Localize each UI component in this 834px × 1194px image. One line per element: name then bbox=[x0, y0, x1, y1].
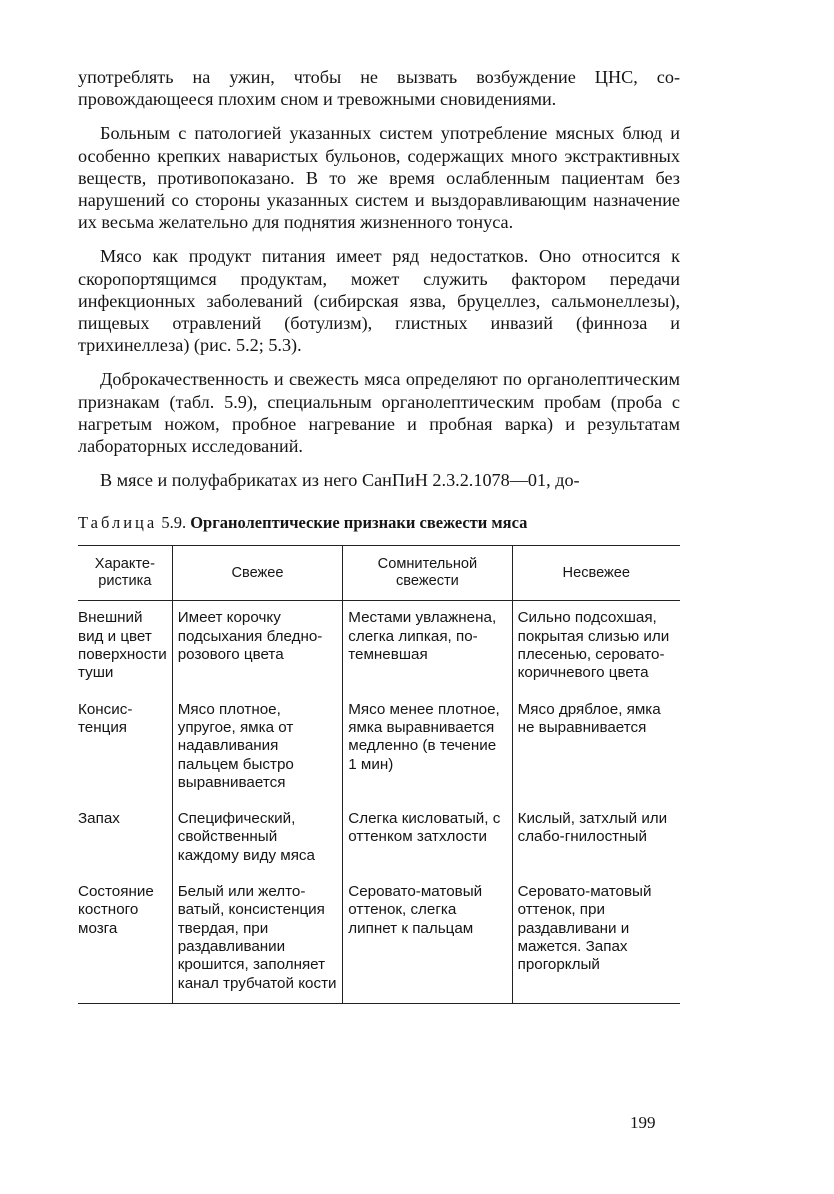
table-row bbox=[78, 601, 680, 693]
table-cell: Кислый, затхлый или слабо-гнилостный bbox=[512, 802, 680, 875]
table-cell: Специфический, свойственный каждому виду мяса bbox=[172, 802, 343, 875]
table-header-row bbox=[78, 546, 680, 601]
table-caption bbox=[78, 513, 680, 533]
table-caption-word: Таблица bbox=[78, 513, 158, 533]
header-characteristic: Характеристика bbox=[78, 546, 172, 601]
table-cell: Местами увлажнена, слегка липкая, потемневшая bbox=[343, 601, 512, 693]
table-cell: Сильно подсохшая, покрытая слизью или плесенью, серовато-коричневого цвета bbox=[512, 601, 680, 693]
header-doubtful: Сомнительной свежести bbox=[343, 546, 512, 601]
table-caption-title: Органолептические признаки свежести мяса bbox=[190, 513, 528, 533]
table-cell: Консистенция bbox=[78, 700, 133, 736]
paragraph-patients: Больным с патологией указанных систем употребление мясных блюд и особенно крепких наваристых бульонов, содержащих много экстрактивных веществ, противопоказано. В то же время ослабленным пациентам без нарушений со стороны указанных систем и выздоравливающим назначение их весьма желательно для поднятия жизненного тонуса. bbox=[78, 123, 680, 233]
paragraph-sanpin: В мясе и полуфабрикатах из него СанПиН 2.3.2.1078—01, до- bbox=[100, 470, 580, 491]
paragraph-continuation: употреблять на ужин, чтобы не вызвать возбуждение ЦНС, сопровождающееся плохим сном и тревожными сновидениями. bbox=[78, 67, 680, 110]
meat-freshness-table bbox=[78, 545, 680, 1003]
table-cell: Состояние костного мозга bbox=[78, 875, 172, 1003]
page-content bbox=[78, 66, 680, 1004]
header-stale: Несвежее bbox=[512, 546, 680, 601]
paragraph-drawbacks: Мясо как продукт питания имеет ряд недостатков. Оно относится к скоропортящимся продуктам, может служить фактором передачи инфекционных заболеваний (сибирская язва, бруцеллез, сальмонеллезы), пищевых отравлений (ботулизм), глистных инвазий (финноза и трихинеллеза) (рис. 5.2; 5.3). bbox=[78, 246, 680, 356]
table-caption-number: 5.9. bbox=[161, 513, 187, 533]
table-cell: Мясо плотное, упругое, ямка от надавливания пальцем быстро выравнивается bbox=[172, 693, 343, 802]
table-cell: Внешний вид и цвет поверхности туши bbox=[78, 609, 167, 682]
header-fresh: Свежее bbox=[172, 546, 343, 601]
page-number: 199 bbox=[630, 1113, 656, 1132]
table-cell: Серовато-матовый оттенок, слегка липнет к пальцам bbox=[343, 875, 512, 1003]
table-cell: Мясо дряблое, ямка не выравнивается bbox=[512, 693, 680, 802]
table-cell: Имеет корочку подсыхания бледно-розового цвета bbox=[172, 601, 343, 693]
table-cell: Мясо менее плотное, ямка выравнивается медленно (в течение 1 мин) bbox=[343, 693, 512, 802]
table-cell: Слегка кисловатый, с оттенком затхлости bbox=[343, 802, 512, 875]
table-cell: Серовато-матовый оттенок, при раздавливани и мажется. Запах прогорклый bbox=[512, 875, 680, 1003]
table-cell: Белый или желтоватый, консистенция твердая, при раздавливании крошится, заполняет канал трубчатой кости bbox=[172, 875, 343, 1003]
table-row bbox=[78, 693, 680, 802]
table-cell: Запах bbox=[78, 810, 120, 828]
table-row bbox=[78, 875, 680, 1003]
table-row bbox=[78, 802, 680, 875]
paragraph-quality: Доброкачественность и свежесть мяса определяют по органолептическим признакам (табл. 5.9), специальным органолептическим пробам (проба с нагретым ножом, пробное нагревание и пробная варка) и результатам лабораторных исследований. bbox=[78, 369, 680, 457]
